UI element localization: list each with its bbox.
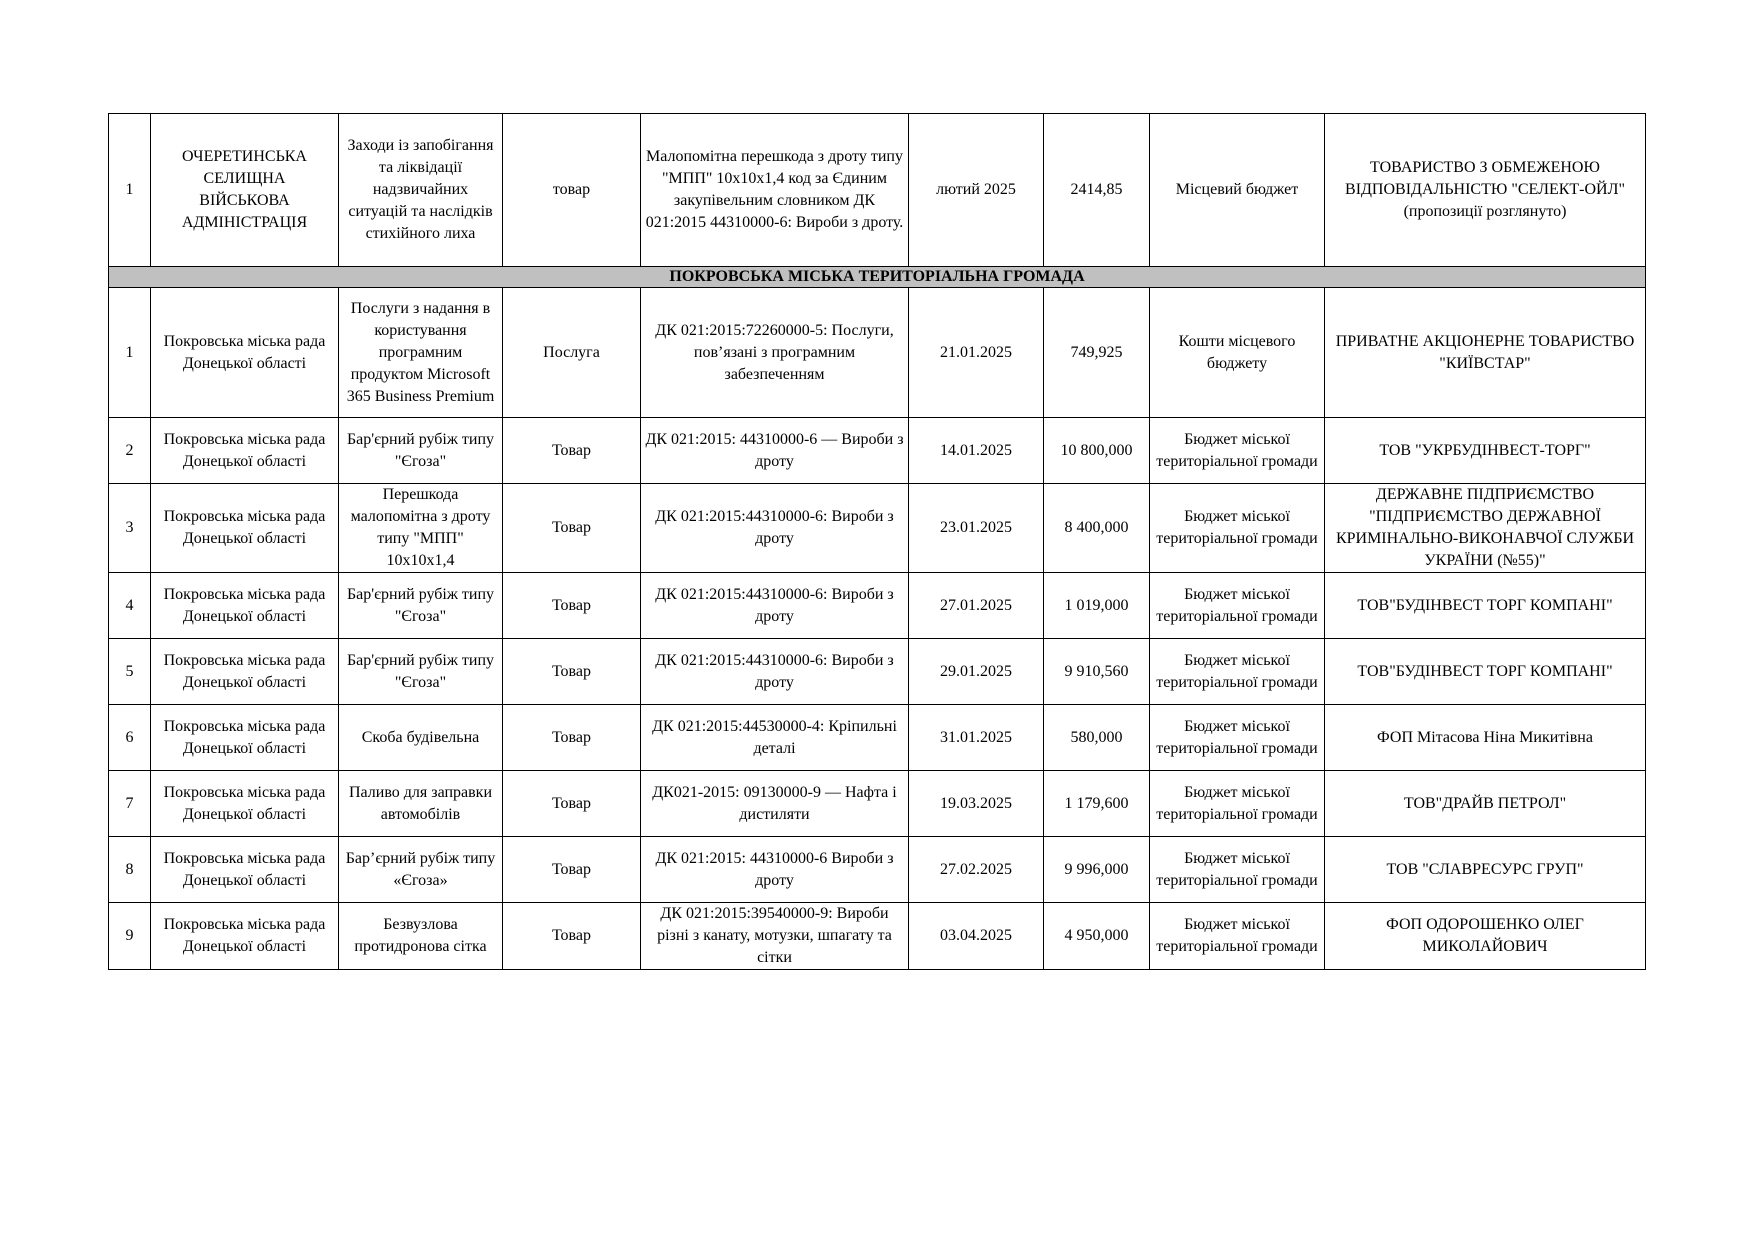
type-cell: Товар (503, 903, 641, 970)
funding-source-cell: Бюджет міської територіальної громади (1150, 484, 1325, 573)
table-row (109, 639, 1646, 705)
funding-source-cell: Бюджет міської територіальної громади (1150, 771, 1325, 837)
date-cell: 14.01.2025 (909, 418, 1044, 484)
subject-cell: ДК021-2015: 09130000-9 — Нафта і дистиляти (641, 771, 909, 837)
date-cell: 27.01.2025 (909, 573, 1044, 639)
type-cell: Товар (503, 639, 641, 705)
purpose-cell: Бар'єрний рубіж типу "Єгоза" (339, 573, 503, 639)
purpose-cell: Заходи із запобігання та ліквідації надзвичайних ситуацій та наслідків стихійного лиха (339, 114, 503, 267)
row-number: 1 (109, 288, 151, 418)
customer-cell: Покровська міська рада Донецької області (151, 418, 339, 484)
funding-source-cell: Бюджет міської територіальної громади (1150, 837, 1325, 903)
type-cell: Товар (503, 837, 641, 903)
first-block-row (109, 114, 1646, 267)
customer-cell: Покровська міська рада Донецької області (151, 573, 339, 639)
date-cell: 21.01.2025 (909, 288, 1044, 418)
row-number: 3 (109, 484, 151, 573)
date-cell: лютий 2025 (909, 114, 1044, 267)
row-number: 8 (109, 837, 151, 903)
rows-body (109, 288, 1646, 970)
table-row (109, 837, 1646, 903)
supplier-cell: ТОВ "УКРБУДІНВЕСТ-ТОРГ" (1325, 418, 1646, 484)
subject-cell: ДК 021:2015:72260000-5: Послуги, пов’язані з програмним забезпеченням (641, 288, 909, 418)
row-number: 4 (109, 573, 151, 639)
funding-source-cell: Місцевий бюджет (1150, 114, 1325, 267)
amount-cell: 10 800,000 (1044, 418, 1150, 484)
amount-cell: 2414,85 (1044, 114, 1150, 267)
funding-source-cell: Бюджет міської територіальної громади (1150, 639, 1325, 705)
table-row (109, 771, 1646, 837)
date-cell: 23.01.2025 (909, 484, 1044, 573)
date-cell: 03.04.2025 (909, 903, 1044, 970)
supplier-cell: ТОВАРИСТВО З ОБМЕЖЕНОЮ ВІДПОВІДАЛЬНІСТЮ "СЕЛЕКТ-ОЙЛ" (пропозиції розглянуто) (1325, 114, 1646, 267)
row-number: 5 (109, 639, 151, 705)
table-row (109, 418, 1646, 484)
purpose-cell: Послуги з надання в користування програмним продуктом Microsoft 365 Business Premium (339, 288, 503, 418)
funding-source-cell: Бюджет міської територіальної громади (1150, 418, 1325, 484)
type-cell: Товар (503, 771, 641, 837)
supplier-cell: ТОВ"ДРАЙВ ПЕТРОЛ" (1325, 771, 1646, 837)
table-row (109, 484, 1646, 573)
date-cell: 29.01.2025 (909, 639, 1044, 705)
amount-cell: 9 996,000 (1044, 837, 1150, 903)
type-cell: Товар (503, 418, 641, 484)
row-number: 1 (109, 114, 151, 267)
row-number: 2 (109, 418, 151, 484)
subject-cell: ДК 021:2015: 44310000-6 Вироби з дроту (641, 837, 909, 903)
supplier-cell: ДЕРЖАВНЕ ПІДПРИЄМСТВО "ПІДПРИЄМСТВО ДЕРЖАВНОЇ КРИМІНАЛЬНО-ВИКОНАВЧОЇ СЛУЖБИ УКРАЇНИ (№55)" (1325, 484, 1646, 573)
subject-cell: ДК 021:2015:44310000-6: Вироби з дроту (641, 573, 909, 639)
funding-source-cell: Бюджет міської територіальної громади (1150, 705, 1325, 771)
subject-cell: ДК 021:2015: 44310000-6 — Вироби з дроту (641, 418, 909, 484)
table-row (109, 705, 1646, 771)
supplier-cell: ТОВ"БУДІНВЕСТ ТОРГ КОМПАНІ" (1325, 573, 1646, 639)
amount-cell: 9 910,560 (1044, 639, 1150, 705)
supplier-cell: ФОП Мітасова Ніна Микитівна (1325, 705, 1646, 771)
section-title: ПОКРОВСЬКА МІСЬКА ТЕРИТОРІАЛЬНА ГРОМАДА (109, 267, 1646, 288)
customer-cell: Покровська міська рада Донецької області (151, 484, 339, 573)
purpose-cell: Скоба будівельна (339, 705, 503, 771)
funding-source-cell: Бюджет міської територіальної громади (1150, 573, 1325, 639)
purpose-cell: Бар'єрний рубіж типу "Єгоза" (339, 418, 503, 484)
funding-source-cell: Бюджет міської територіальної громади (1150, 903, 1325, 970)
purpose-cell: Перешкода малопомітна з дроту типу "МПП" 10х10х1,4 (339, 484, 503, 573)
date-cell: 31.01.2025 (909, 705, 1044, 771)
subject-cell: ДК 021:2015:44530000-4: Кріпильні деталі (641, 705, 909, 771)
funding-source-cell: Кошти місцевого бюджету (1150, 288, 1325, 418)
date-cell: 19.03.2025 (909, 771, 1044, 837)
supplier-cell: ТОВ"БУДІНВЕСТ ТОРГ КОМПАНІ" (1325, 639, 1646, 705)
row-number: 6 (109, 705, 151, 771)
customer-cell: ОЧЕРЕТИНСЬКА СЕЛИЩНА ВІЙСЬКОВА АДМІНІСТРАЦІЯ (151, 114, 339, 267)
customer-cell: Покровська міська рада Донецької області (151, 903, 339, 970)
customer-cell: Покровська міська рада Донецької області (151, 705, 339, 771)
amount-cell: 8 400,000 (1044, 484, 1150, 573)
type-cell: Товар (503, 573, 641, 639)
subject-cell: ДК 021:2015:44310000-6: Вироби з дроту (641, 639, 909, 705)
table-row (109, 573, 1646, 639)
type-cell: Товар (503, 705, 641, 771)
purpose-cell: Бар'єрний рубіж типу "Єгоза" (339, 639, 503, 705)
section-header-row (109, 267, 1646, 288)
subject-cell: ДК 021:2015:39540000-9: Вироби різні з канату, мотузки, шпагату та сітки (641, 903, 909, 970)
amount-cell: 749,925 (1044, 288, 1150, 418)
supplier-cell: ФОП ОДОРОШЕНКО ОЛЕГ МИКОЛАЙОВИЧ (1325, 903, 1646, 970)
type-cell: товар (503, 114, 641, 267)
subject-cell: ДК 021:2015:44310000-6: Вироби з дроту (641, 484, 909, 573)
row-number: 9 (109, 903, 151, 970)
table-row (109, 288, 1646, 418)
type-cell: Послуга (503, 288, 641, 418)
date-cell: 27.02.2025 (909, 837, 1044, 903)
customer-cell: Покровська міська рада Донецької області (151, 639, 339, 705)
procurement-table (108, 113, 1646, 970)
purpose-cell: Паливо для заправки автомобілів (339, 771, 503, 837)
purpose-cell: Безвузлова протидронова сітка (339, 903, 503, 970)
amount-cell: 4 950,000 (1044, 903, 1150, 970)
customer-cell: Покровська міська рада Донецької області (151, 837, 339, 903)
type-cell: Товар (503, 484, 641, 573)
supplier-cell: ПРИВАТНЕ АКЦІОНЕРНЕ ТОВАРИСТВО "КИЇВСТАР" (1325, 288, 1646, 418)
table-row (109, 903, 1646, 970)
amount-cell: 1 179,600 (1044, 771, 1150, 837)
row-number: 7 (109, 771, 151, 837)
amount-cell: 1 019,000 (1044, 573, 1150, 639)
customer-cell: Покровська міська рада Донецької області (151, 771, 339, 837)
supplier-cell: ТОВ "СЛАВРЕСУРС ГРУП" (1325, 837, 1646, 903)
purpose-cell: Бар’єрний рубіж типу «Єгоза» (339, 837, 503, 903)
customer-cell: Покровська міська рада Донецької області (151, 288, 339, 418)
subject-cell: Малопомітна перешкода з дроту типу "МПП" 10х10х1,4 код за Єдиним закупівельним словником ДК 021:2015 44310000-6: Вироби з дроту. (641, 114, 909, 267)
amount-cell: 580,000 (1044, 705, 1150, 771)
